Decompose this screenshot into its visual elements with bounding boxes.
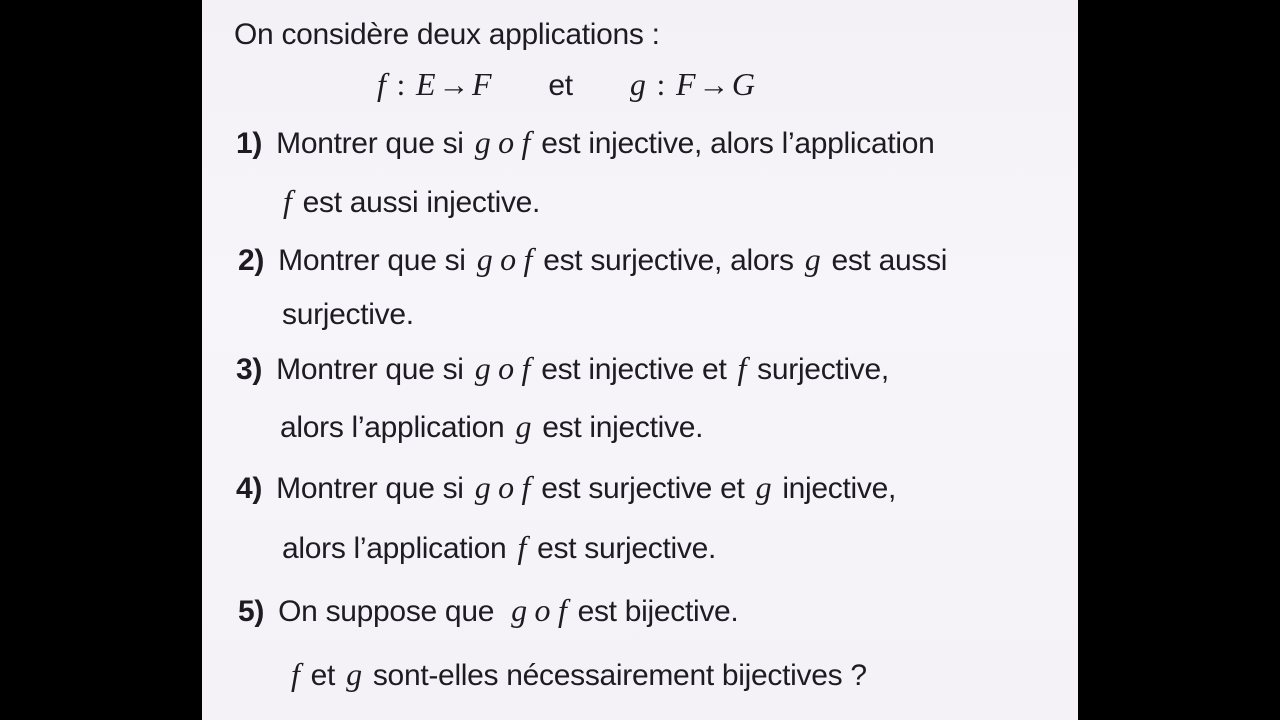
q3-text-b: est injective et xyxy=(541,353,727,386)
q4-f: f xyxy=(517,529,527,565)
q5-text-a: On suppose que xyxy=(278,595,495,628)
question-3-number: 3) xyxy=(236,353,263,386)
q3-text-e: est injective. xyxy=(542,411,704,444)
q3-text-d: alors l’application xyxy=(280,411,505,444)
q4-text-c: injective, xyxy=(782,472,897,505)
set-f: F xyxy=(471,66,492,102)
exercise-sheet xyxy=(202,0,1078,720)
q3-f: f xyxy=(737,350,747,386)
q1-f: f xyxy=(283,183,292,219)
question-2-line-2 xyxy=(282,298,414,332)
question-4-line-1 xyxy=(236,469,896,506)
map-g-colon: : xyxy=(656,67,665,102)
question-2-number: 2) xyxy=(238,244,265,277)
q4-text-b: est surjective et xyxy=(541,472,745,505)
q5-g: g xyxy=(346,656,362,692)
q5-f: f xyxy=(291,656,300,692)
q1-composition: g o f xyxy=(474,124,531,160)
question-5-number: 5) xyxy=(238,595,265,628)
set-g: G xyxy=(731,66,755,102)
question-3-line-1 xyxy=(236,350,889,387)
q4-g: g xyxy=(755,469,772,505)
q3-text-c: surjective, xyxy=(757,353,889,386)
q2-text-b: est surjective, alors xyxy=(543,244,794,277)
q4-text-a: Montrer que si xyxy=(276,472,464,505)
question-4-number: 4) xyxy=(236,472,263,505)
et-connector: et xyxy=(548,69,573,102)
map-f-colon: : xyxy=(396,67,405,102)
question-1-line-2 xyxy=(280,183,540,220)
q4-text-e: est surjective. xyxy=(537,532,717,565)
q5-text-c: et xyxy=(310,659,336,692)
question-2-line-1 xyxy=(238,241,947,278)
q4-text-d: alors l’application xyxy=(282,532,507,565)
q2-text-a: Montrer que si xyxy=(278,244,466,277)
question-5-line-1 xyxy=(238,592,738,629)
maps-definition xyxy=(374,66,758,103)
question-4-line-2 xyxy=(282,529,716,566)
q5-text-d: sont-elles nécessairement bijectives ? xyxy=(372,659,867,692)
q5-composition: g o f xyxy=(511,592,567,628)
q3-text-a: Montrer que si xyxy=(276,353,464,386)
q5-text-b: est bijective. xyxy=(577,595,739,628)
q1-text-a: Montrer que si xyxy=(276,127,464,160)
map-f-symbol: f xyxy=(377,66,386,102)
set-e: E xyxy=(416,66,436,102)
intro-line xyxy=(234,18,660,52)
arrow-2: → xyxy=(698,67,729,102)
q2-g: g xyxy=(804,241,821,277)
question-1-number: 1) xyxy=(236,127,263,160)
arrow-1: → xyxy=(438,67,469,102)
question-1-line-1 xyxy=(236,124,935,161)
intro-text: On considère deux applications : xyxy=(234,18,660,51)
q4-composition: g o f xyxy=(474,469,531,505)
set-f-2: F xyxy=(675,66,696,102)
q3-composition: g o f xyxy=(474,350,531,386)
question-5-line-2 xyxy=(288,656,867,693)
q3-g: g xyxy=(515,408,532,444)
q1-text-b: est injective, alors l’application xyxy=(541,127,935,160)
q2-composition: g o f xyxy=(476,241,533,277)
question-3-line-2 xyxy=(280,408,703,445)
q2-text-d: surjective. xyxy=(282,298,414,331)
map-g-symbol: g xyxy=(629,66,646,102)
q1-text-c: est aussi injective. xyxy=(302,186,541,219)
q2-text-c: est aussi xyxy=(831,244,948,277)
